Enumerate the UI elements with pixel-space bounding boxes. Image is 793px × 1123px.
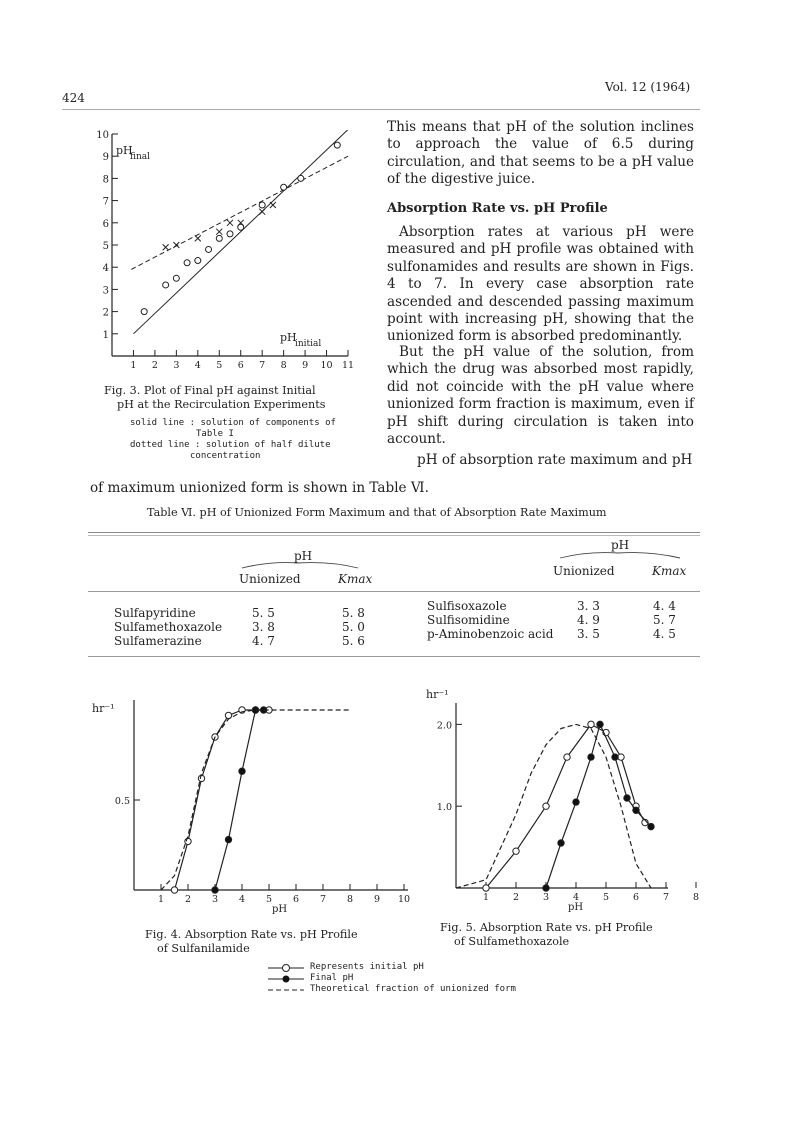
data-point-cross [195,235,201,241]
kmax-value: 4. 4 [653,599,676,613]
kmax-value: 5. 0 [342,620,365,634]
drug-name: Sulfisomidine [427,613,510,627]
legend-item-final [266,973,516,984]
legend-label-initial: Represents initial pH [310,962,424,972]
x-tick-label: 8 [280,360,287,371]
final-ph-point [597,721,603,727]
final-ph-curve [215,710,264,890]
data-point-cross [163,244,169,250]
table-row [114,620,374,634]
fig3-note2-line2: concentration [190,451,261,461]
figure-legend [266,962,516,995]
y-tick-label: 0.5 [114,796,130,807]
table-row [427,627,677,641]
final-ph-point [633,807,639,813]
body-paragraph-2: Absorption rates at various pH were measured and pH profile was obtained with sulfonamides and results are shown in Figs. 4 to 7. In every case absorption rate ascended and descended passing maximum point with increasing pH, showing that the unionized form is absorbed predominantly. [387,224,694,345]
fig3-ylabel-main: pH [116,144,133,157]
y-tick-label: 5 [102,241,109,252]
body-paragraph-1: This means that pH of the solution inclines to approach the value of 6.5 during circulation, and that seems to be a pH value of the digestive juice. [387,119,694,188]
x-tick-label: 8 [346,894,354,905]
table6-bottom-rule [88,656,700,657]
x-tick-label: 4 [194,360,201,371]
x-tick-label: 2 [151,360,158,371]
unionized-value: 3. 5 [577,627,600,641]
fig3-xlabel-main: pH [280,331,297,344]
fig3-chart [90,130,365,375]
x-tick-label: 3 [173,360,180,371]
x-tick-label: 5 [265,894,273,905]
data-point-cross [173,242,179,248]
x-tick-label: 1 [130,360,137,371]
x-tick-label: 6 [632,892,640,903]
initial-ph-point [564,754,570,760]
fig4-ylabel: hr⁻¹ [92,702,115,715]
x-tick-label: 1 [482,892,490,903]
x-tick-label: 8 [692,892,700,903]
x-tick-label: 7 [259,360,266,371]
y-tick-label: 7 [102,196,109,208]
table6-ph-header-left: pH [294,549,313,563]
initial-ph-point [618,754,624,760]
x-tick-label: 3 [542,892,550,903]
x-tick-label: 6 [237,360,244,371]
fig4-chart [86,692,416,922]
data-point-circle [163,282,169,288]
kmax-label: Kmax [338,572,373,586]
final-ph-point [612,754,618,760]
data-point-circle [334,142,340,148]
table6-brace-right [558,550,682,560]
data-point-cross [216,229,222,235]
data-point-circle [195,258,201,264]
section-heading: Absorption Rate vs. pH Profile [387,201,608,216]
table6-col-unionized-right: Unionized [553,564,615,578]
y-tick-label: 3 [102,285,109,297]
data-point-cross [259,209,265,215]
legend-item-theoretical [266,984,516,995]
unionized-value: 3. 3 [577,599,600,613]
body-paragraph-3: But the pH value of the solution, from which the drug was absorbed most rapidly, did not coincide with the pH value where unionized form fraction is maximum, even if pH shift during circulation is taken into account. [387,344,694,448]
header-rule [62,109,700,110]
table6-col-kmax-right [652,564,686,578]
x-tick-label: 2 [184,894,192,905]
x-tick-label: 9 [373,894,381,905]
volume-label: Vol. 12 (1964) [605,80,691,94]
drug-name: p-Aminobenzoic acid [427,627,554,641]
final-ph-point [543,885,549,891]
table6-top-rule-2 [88,535,700,536]
final-ph-point [212,887,218,893]
initial-ph-point [513,848,519,854]
dotted-fit-line [131,156,348,269]
y-tick-label: 8 [102,174,109,186]
theoretical-curve [161,710,350,890]
final-ph-point [648,823,654,829]
kmax-label: Kmax [652,564,687,578]
data-point-circle [141,309,147,315]
y-tick-label: 6 [102,218,109,230]
initial-ph-point [225,712,231,718]
data-point-cross [227,220,233,226]
filled-circle-line-icon [266,974,306,984]
data-point-circle [173,275,179,281]
initial-ph-point [171,887,177,893]
data-point-circle [281,184,287,190]
fig5-caption-line2: of Sulfamethoxazole [454,935,570,948]
final-ph-point [624,795,630,801]
initial-ph-point [483,885,489,891]
fig5-chart [418,685,708,915]
legend-label-theoretical: Theoretical fraction of unionized form [310,984,516,994]
fig3-note2-line1: dotted line : solution of half dilute [130,440,331,450]
fig3-caption-line2: pH at the Recirculation Experiments [117,398,326,411]
solid-fit-line [133,130,348,334]
body-paragraph-4b: of maximum unionized form is shown in Table Ⅵ. [90,480,429,496]
drug-name: Sulfamethoxazole [114,620,223,634]
x-tick-label: 11 [341,360,355,371]
initial-ph-point [543,803,549,809]
table6-right-rows [427,599,677,641]
final-ph-point [225,836,231,842]
x-tick-label: 3 [211,894,219,905]
data-point-circle [184,260,190,266]
data-point-circle [216,235,222,241]
fig3-note1-line2: Table I [196,429,234,439]
y-tick-label: 10 [96,130,109,141]
final-ph-point [588,754,594,760]
y-tick-label: 9 [102,152,109,164]
table6-top-rule [88,532,700,533]
table-row [427,599,677,613]
table-row [114,606,374,620]
final-ph-point [558,840,564,846]
y-tick-label: 2 [102,307,109,319]
kmax-value: 5. 7 [653,613,676,627]
x-tick-label: 4 [572,892,580,903]
table6-title: Table Ⅵ. pH of Unionized Form Maximum and that of Absorption Rate Maximum [147,506,607,519]
x-tick-label: 7 [662,892,670,903]
table6-header-rule [88,591,700,592]
data-point-circle [206,246,212,252]
x-tick-label: 5 [602,892,610,903]
unionized-value: 5. 5 [252,606,275,620]
x-tick-label: 10 [397,894,411,905]
unionized-value: 4. 9 [577,613,600,627]
data-point-circle [259,202,265,208]
drug-name: Sulfisoxazole [427,599,507,613]
fig5-caption-line1: Fig. 5. Absorption Rate vs. pH Profile [440,921,653,934]
open-circle-line-icon [266,963,306,973]
y-tick-label: 1.0 [436,802,452,814]
x-tick-label: 10 [320,360,333,371]
fig3-xlabel-sub: initial [295,339,322,349]
final-ph-point [239,768,245,774]
initial-ph-point [198,775,204,781]
final-ph-point [573,799,579,805]
y-tick-label: 4 [102,263,109,275]
fig4-caption-line1: Fig. 4. Absorption Rate vs. pH Profile [145,928,358,941]
table6-ph-header-right: pH [611,538,630,552]
x-tick-label: 4 [238,894,246,905]
x-tick-label: 1 [157,894,165,905]
table-row [114,634,374,648]
drug-name: Sulfapyridine [114,606,196,620]
page-number: 424 [62,91,85,105]
unionized-value: 3. 8 [252,620,275,634]
data-point-circle [298,175,304,181]
initial-ph-point [185,838,191,844]
fig5-xlabel: pH [568,902,584,913]
table6-brace-left [240,560,360,570]
x-tick-label: 5 [216,360,223,371]
kmax-value: 5. 6 [342,634,365,648]
x-tick-label: 7 [319,894,327,905]
fig4-xlabel: pH [272,904,288,915]
data-point-cross [270,202,276,208]
table-row [427,613,677,627]
x-tick-label: 6 [292,894,300,905]
fig3-note1-line1: solid line : solution of components of [130,418,336,428]
legend-label-final: Final pH [310,973,354,983]
unionized-value: 4. 7 [252,634,275,648]
table6-col-kmax-left [338,572,372,586]
kmax-value: 4. 5 [653,627,676,641]
y-tick-label: 2.0 [436,720,452,732]
fig3-caption-line1: Fig. 3. Plot of Final pH against Initial [104,384,316,397]
initial-ph-point [588,721,594,727]
fig3-ylabel-sub: final [130,152,151,162]
dashed-line-icon [266,985,306,995]
x-tick-label: 2 [512,892,520,903]
table6-left-rows [114,606,374,648]
body-paragraph-4a: pH of absorption rate maximum and pH [417,452,693,468]
y-tick-label: 1 [102,329,109,341]
table6-col-unionized-left: Unionized [239,572,301,586]
kmax-value: 5. 8 [342,606,365,620]
fig4-caption-line2: of Sulfanilamide [157,942,250,955]
data-point-circle [227,231,233,237]
fig5-ylabel: hr⁻¹ [426,688,449,701]
drug-name: Sulfamerazine [114,634,202,648]
theoretical-curve [456,724,651,888]
legend-item-initial [266,962,516,973]
x-tick-label: 9 [302,360,309,371]
